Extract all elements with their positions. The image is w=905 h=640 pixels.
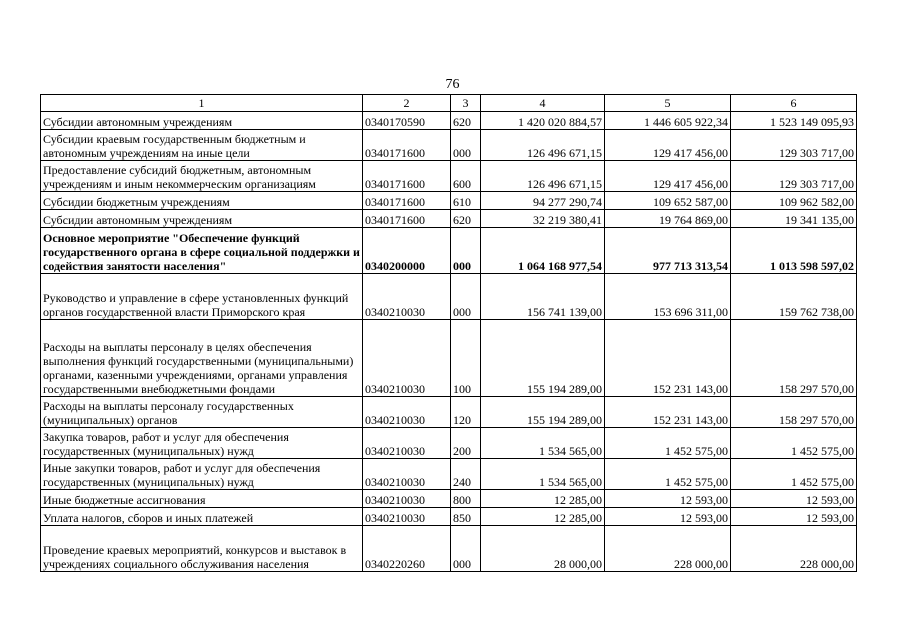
row-expense-type: 800 xyxy=(451,490,481,508)
row-name: Закупка товаров, работ и услуг для обеспечения государственных (муниципальных) нужд xyxy=(41,428,363,459)
row-expense-type: 000 xyxy=(451,130,481,161)
row-amount-col4: 155 194 289,00 xyxy=(481,397,605,428)
row-code: 0340210030 xyxy=(363,320,451,397)
row-amount-col5: 19 764 869,00 xyxy=(605,210,731,228)
row-code: 0340171600 xyxy=(363,192,451,210)
row-amount-col6: 109 962 582,00 xyxy=(731,192,857,210)
table-row xyxy=(41,459,857,490)
table-row xyxy=(41,210,857,228)
row-amount-col6: 129 303 717,00 xyxy=(731,130,857,161)
row-amount-col6: 1 013 598 597,02 xyxy=(731,228,857,274)
row-code: 0340220260 xyxy=(363,526,451,572)
row-name: Предоставление субсидий бюджетным, автономным учреждениям и иным некоммерческим организациям xyxy=(41,161,363,192)
row-amount-col5: 129 417 456,00 xyxy=(605,161,731,192)
page-number: 76 xyxy=(445,77,460,92)
column-header-3: 3 xyxy=(451,95,481,112)
row-name: Расходы на выплаты персоналу государственных (муниципальных) органов xyxy=(41,397,363,428)
row-name: Уплата налогов, сборов и иных платежей xyxy=(41,508,363,526)
row-amount-col4: 12 285,00 xyxy=(481,490,605,508)
row-amount-col6: 19 341 135,00 xyxy=(731,210,857,228)
row-name: Субсидии автономным учреждениям xyxy=(41,210,363,228)
row-expense-type: 100 xyxy=(451,320,481,397)
row-amount-col4: 1 420 020 884,57 xyxy=(481,112,605,130)
row-expense-type: 200 xyxy=(451,428,481,459)
row-name: Субсидии автономным учреждениям xyxy=(41,112,363,130)
row-amount-col4: 155 194 289,00 xyxy=(481,320,605,397)
row-amount-col5: 153 696 311,00 xyxy=(605,274,731,320)
row-expense-type: 610 xyxy=(451,192,481,210)
row-amount-col5: 12 593,00 xyxy=(605,508,731,526)
row-amount-col6: 158 297 570,00 xyxy=(731,397,857,428)
row-amount-col5: 1 452 575,00 xyxy=(605,459,731,490)
row-amount-col4: 1 534 565,00 xyxy=(481,459,605,490)
row-amount-col4: 28 000,00 xyxy=(481,526,605,572)
table-row xyxy=(41,274,857,320)
row-code: 0340171600 xyxy=(363,161,451,192)
table-row xyxy=(41,112,857,130)
row-name: Субсидии краевым государственным бюджетным и автономным учреждениям на иные цели xyxy=(41,130,363,161)
table-row xyxy=(41,320,857,397)
row-amount-col4: 12 285,00 xyxy=(481,508,605,526)
row-amount-col5: 228 000,00 xyxy=(605,526,731,572)
row-name: Руководство и управление в сфере установленных функций органов государственной власти Приморского края xyxy=(41,274,363,320)
row-amount-col5: 129 417 456,00 xyxy=(605,130,731,161)
budget-table xyxy=(40,94,857,572)
row-amount-col5: 12 593,00 xyxy=(605,490,731,508)
column-header-5: 5 xyxy=(605,95,731,112)
row-code: 0340210030 xyxy=(363,428,451,459)
row-expense-type: 620 xyxy=(451,112,481,130)
row-amount-col5: 109 652 587,00 xyxy=(605,192,731,210)
row-code: 0340210030 xyxy=(363,397,451,428)
table-row xyxy=(41,161,857,192)
row-name: Расходы на выплаты персоналу в целях обеспечения выполнения функций государственными (муниципальными) органами, казенными учреждениями, органами управления государственными внебюджетными фондами xyxy=(41,320,363,397)
table-row xyxy=(41,397,857,428)
table-row xyxy=(41,428,857,459)
row-amount-col5: 1 446 605 922,34 xyxy=(605,112,731,130)
row-amount-col6: 129 303 717,00 xyxy=(731,161,857,192)
row-amount-col4: 156 741 139,00 xyxy=(481,274,605,320)
column-header-2: 2 xyxy=(363,95,451,112)
table-row xyxy=(41,508,857,526)
table-row xyxy=(41,490,857,508)
row-amount-col6: 158 297 570,00 xyxy=(731,320,857,397)
row-amount-col6: 159 762 738,00 xyxy=(731,274,857,320)
row-amount-col5: 1 452 575,00 xyxy=(605,428,731,459)
table-row xyxy=(41,192,857,210)
table-row xyxy=(41,130,857,161)
row-expense-type: 000 xyxy=(451,228,481,274)
row-amount-col6: 12 593,00 xyxy=(731,508,857,526)
row-amount-col5: 977 713 313,54 xyxy=(605,228,731,274)
row-code: 0340171600 xyxy=(363,130,451,161)
row-expense-type: 000 xyxy=(451,274,481,320)
row-amount-col4: 32 219 380,41 xyxy=(481,210,605,228)
row-code: 0340170590 xyxy=(363,112,451,130)
row-amount-col4: 126 496 671,15 xyxy=(481,130,605,161)
table-row xyxy=(41,228,857,274)
row-expense-type: 600 xyxy=(451,161,481,192)
row-code: 0340200000 xyxy=(363,228,451,274)
row-amount-col4: 126 496 671,15 xyxy=(481,161,605,192)
column-header-4: 4 xyxy=(481,95,605,112)
row-code: 0340210030 xyxy=(363,274,451,320)
row-amount-col6: 1 452 575,00 xyxy=(731,428,857,459)
row-amount-col5: 152 231 143,00 xyxy=(605,397,731,428)
row-name: Проведение краевых мероприятий, конкурсов и выставок в учреждениях социального обслуживания населения xyxy=(41,526,363,572)
row-expense-type: 620 xyxy=(451,210,481,228)
row-amount-col4: 1 064 168 977,54 xyxy=(481,228,605,274)
row-code: 0340210030 xyxy=(363,490,451,508)
row-name: Субсидии бюджетным учреждениям xyxy=(41,192,363,210)
row-code: 0340210030 xyxy=(363,508,451,526)
row-expense-type: 240 xyxy=(451,459,481,490)
row-amount-col4: 94 277 290,74 xyxy=(481,192,605,210)
row-amount-col4: 1 534 565,00 xyxy=(481,428,605,459)
row-amount-col6: 228 000,00 xyxy=(731,526,857,572)
row-expense-type: 000 xyxy=(451,526,481,572)
row-expense-type: 850 xyxy=(451,508,481,526)
row-amount-col6: 1 523 149 095,93 xyxy=(731,112,857,130)
row-amount-col6: 12 593,00 xyxy=(731,490,857,508)
row-expense-type: 120 xyxy=(451,397,481,428)
row-name: Основное мероприятие "Обеспечение функций государственного органа в сфере социальной поддержки и содействия занятости населения" xyxy=(41,228,363,274)
row-name: Иные бюджетные ассигнования xyxy=(41,490,363,508)
column-header-6: 6 xyxy=(731,95,857,112)
table-row xyxy=(41,526,857,572)
row-amount-col5: 152 231 143,00 xyxy=(605,320,731,397)
row-amount-col6: 1 452 575,00 xyxy=(731,459,857,490)
row-code: 0340171600 xyxy=(363,210,451,228)
row-code: 0340210030 xyxy=(363,459,451,490)
column-header-1: 1 xyxy=(41,95,363,112)
header-row xyxy=(41,95,857,112)
row-name: Иные закупки товаров, работ и услуг для обеспечения государственных (муниципальных) нужд xyxy=(41,459,363,490)
